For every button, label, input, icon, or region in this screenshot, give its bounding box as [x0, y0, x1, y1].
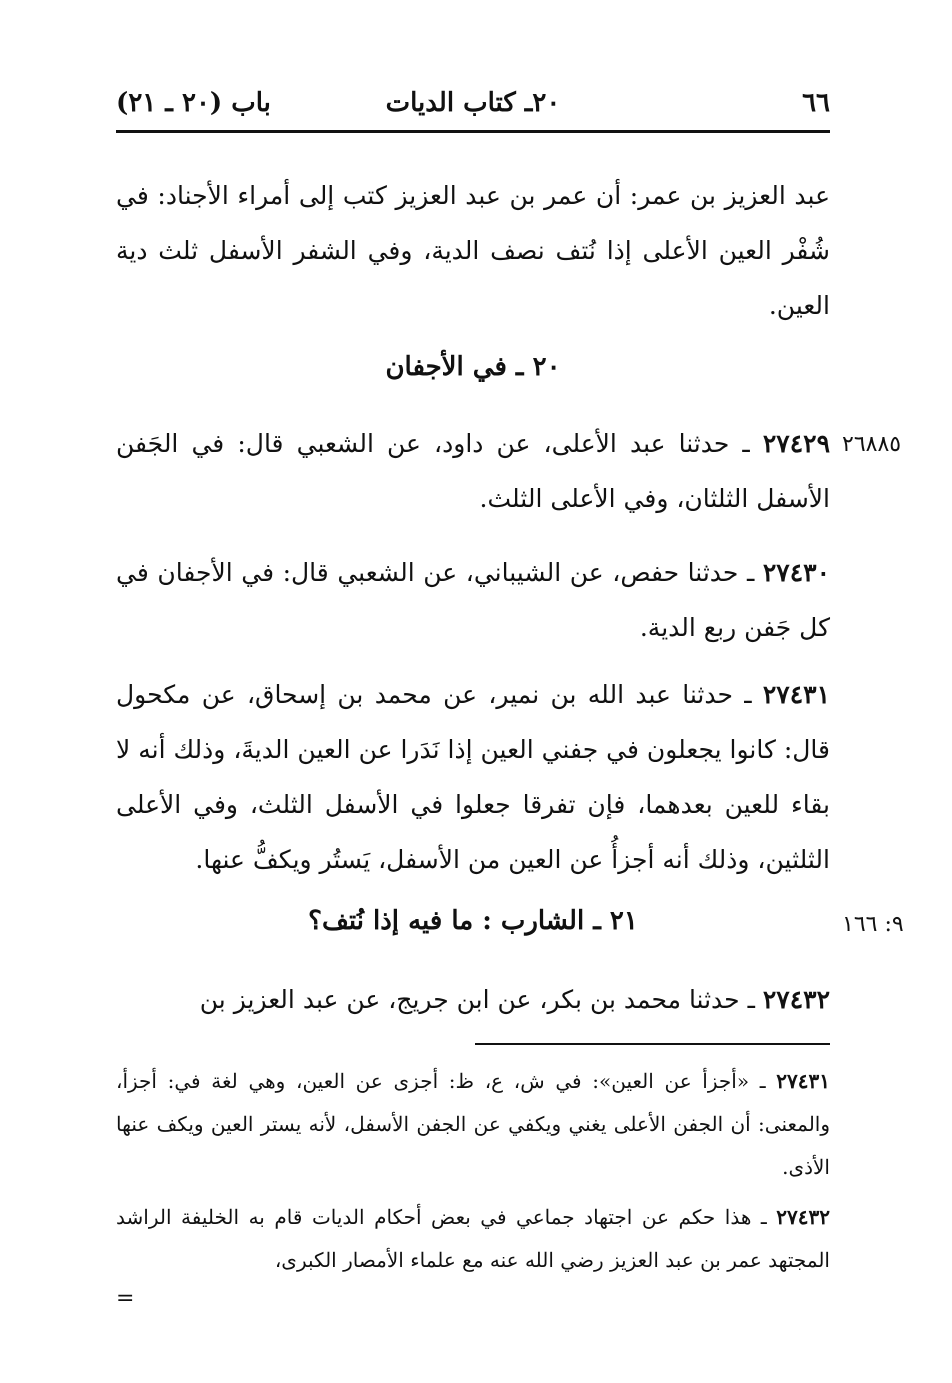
section-heading-20: ٢٠ ـ في الأجفان — [385, 352, 561, 382]
page-header — [116, 88, 830, 128]
footnote-27432 — [116, 1196, 830, 1282]
hadith-number: ٢٧٤٣٢ — [762, 985, 830, 1014]
hadith-27430 — [116, 545, 830, 655]
hadith-number: ٢٧٤٢٩ — [762, 429, 830, 458]
footnote-text: ـ هذا حكم عن اجتهاد جماعي في بعض أحكام الديات قام به الخليفة الراشد المجتهد عمر بن عبد العزيز رضي الله عنه مع علماء الأمصار الكبرى، — [116, 1205, 830, 1272]
hadith-number: ٢٧٤٣١ — [762, 680, 830, 709]
intro-text: عبد العزيز بن عمر: أن عمر بن عبد العزيز كتب إلى أمراء الأجناد: في شُفْر العين الأعلى إذا نُتف نصف الدية، وفي الشفر الأسفل ثلث دية العين. — [116, 181, 830, 320]
continuation-mark: = — [116, 1286, 135, 1311]
page-number: ٦٦ — [802, 88, 830, 118]
footnote-text: ـ «أجزأ عن العين»: في ش، ع، ظ: أجزى عن العين، وهي لغة في: أجزأ، والمعنى: أن الجفن الأعلى يغني ويكفي عن الجفن الأسفل، لأنه يستر العين ويكف عنها الأذى. — [116, 1069, 830, 1179]
hadith-27429 — [116, 416, 830, 526]
chapter-range: باب (٢٠ ـ ٢١) — [116, 88, 271, 118]
margin-reference-26885: ٢٦٨٨٥ — [842, 432, 902, 457]
book-title: ٢٠ـ كتاب الديات — [385, 88, 561, 118]
intro-paragraph — [116, 168, 830, 333]
hadith-text: ـ حدثنا عبد الأعلى، عن داود، عن الشعبي قال: في الجَفن الأسفل الثلثان، وفي الأعلى الثلث. — [116, 429, 830, 513]
header-rule — [116, 130, 830, 133]
hadith-text: ـ حدثنا حفص، عن الشيباني، عن الشعبي قال: في الأجفان في كل جَفن ربع الدية. — [116, 558, 830, 642]
footnote-rule — [475, 1043, 830, 1045]
footnote-number: ٢٧٤٣١ — [776, 1069, 830, 1093]
margin-reference-9-166: ٩: ١٦٦ — [842, 912, 904, 937]
hadith-27431 — [116, 667, 830, 887]
footnote-number: ٢٧٤٣٢ — [776, 1205, 831, 1229]
footnote-27431 — [116, 1060, 830, 1189]
hadith-27432 — [116, 972, 830, 1027]
hadith-number: ٢٧٤٣٠ — [762, 558, 831, 587]
hadith-text: ـ حدثنا محمد بن بكر، عن ابن جريج، عن عبد العزيز بن — [199, 985, 755, 1014]
section-heading-21: ٢١ ـ الشارب : ما فيه إذا نُتف؟ — [308, 906, 638, 936]
hadith-text: ـ حدثنا عبد الله بن نمير، عن محمد بن إسحاق، عن مكحول قال: كانوا يجعلون في جفني العين إذا نَدَرا عن العين الديةَ، وذلك أنه لا بقاء للعين بعدهما، فإن تفرقا جعلوا في الأسفل الثلث، وفي الأعلى الثلثين، وذلك أنه أجزأُ عن العين من الأسفل، يَستُر ويكفُّ عنها. — [116, 680, 830, 874]
